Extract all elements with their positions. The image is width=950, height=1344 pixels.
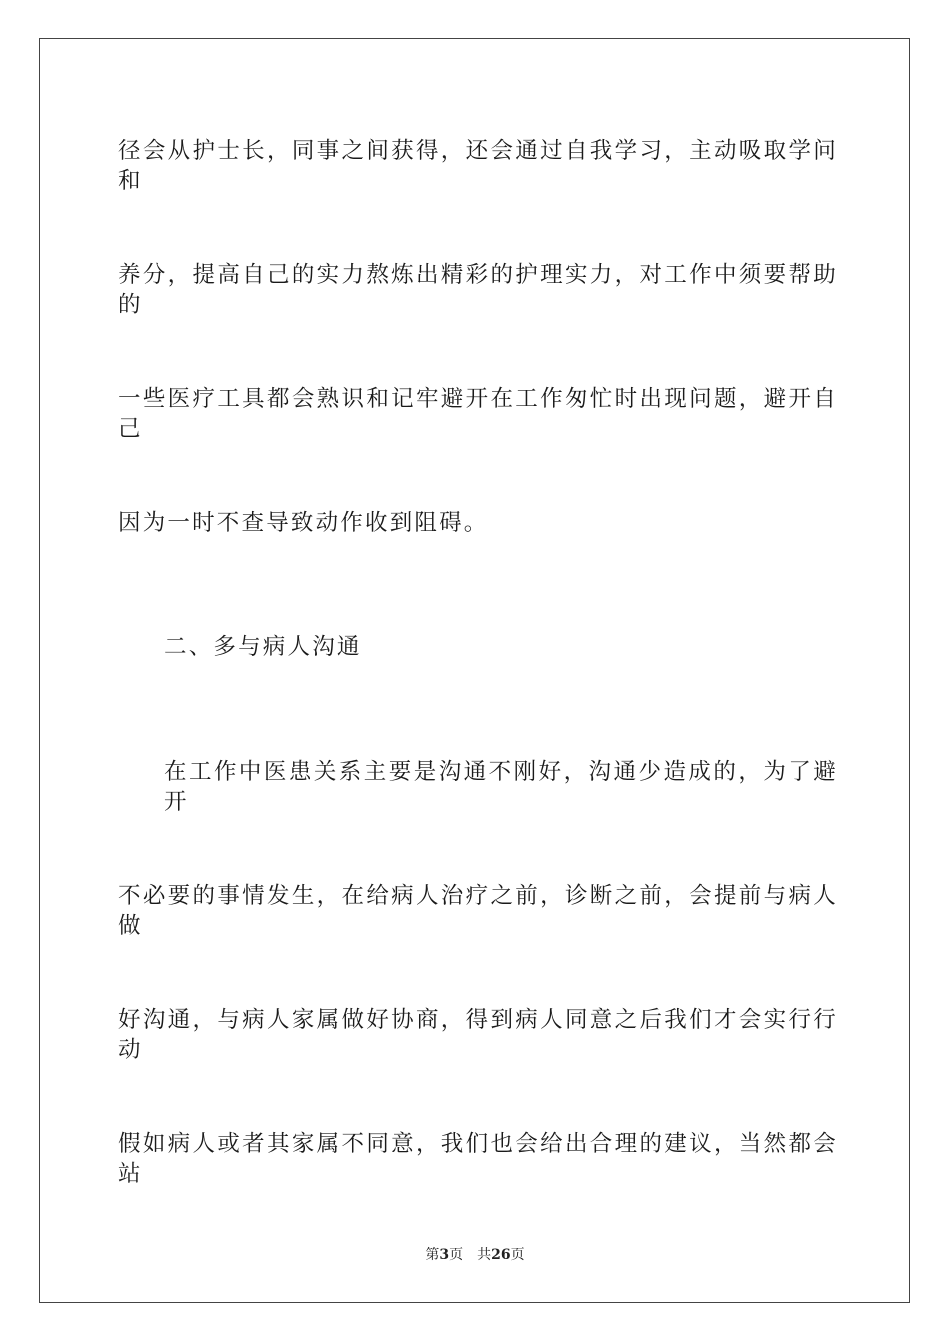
- body-line-3: 一些医疗工具都会熟识和记牢避开在工作匆忙时出现问题，避开自己: [118, 386, 838, 442]
- body-line-8: 好沟通，与病人家属做好协商，得到病人同意之后我们才会实行行动: [118, 1007, 838, 1063]
- section-heading: 二、多与病人沟通: [164, 634, 362, 660]
- footer-total-suffix: 页: [510, 1247, 525, 1263]
- body-line-1: 径会从护士长，同事之间获得，还会通过自我学习，主动吸取学问和: [118, 138, 838, 194]
- footer-page-number: 3: [439, 1247, 450, 1263]
- footer-page-prefix: 第: [425, 1247, 440, 1263]
- footer-total-number: 26: [491, 1247, 511, 1263]
- page-border: [39, 38, 910, 1303]
- body-line-4: 因为一时不查导致动作收到阻碍。: [118, 510, 489, 536]
- body-line-6: 在工作中医患关系主要是沟通不刚好，沟通少造成的，为了避开: [164, 759, 838, 815]
- page-footer: [0, 1245, 950, 1265]
- footer-page-suffix: 页: [449, 1247, 464, 1263]
- body-line-2: 养分，提高自己的实力熬炼出精彩的护理实力，对工作中须要帮助的: [118, 262, 838, 318]
- footer-total-prefix: 共: [477, 1247, 492, 1263]
- body-line-9: 假如病人或者其家属不同意，我们也会给出合理的建议，当然都会站: [118, 1131, 838, 1187]
- body-line-7: 不必要的事情发生，在给病人治疗之前，诊断之前，会提前与病人做: [118, 883, 838, 939]
